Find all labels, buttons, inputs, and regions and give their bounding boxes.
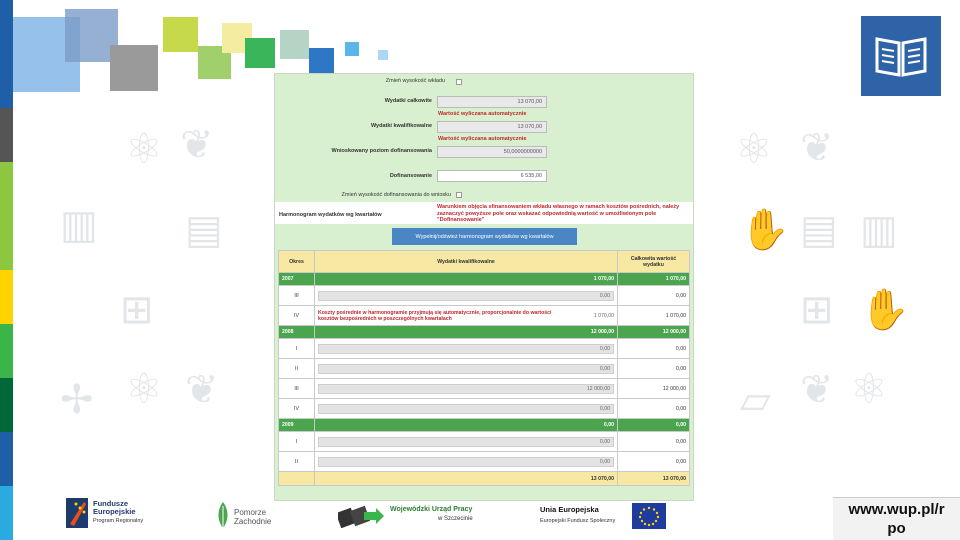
- quarter-row: [279, 339, 690, 359]
- amount-cell: 1 070,00: [315, 273, 618, 286]
- pomorze-zachodnie-logo: [213, 500, 283, 534]
- strip-segment: [0, 216, 13, 270]
- year-row: [279, 419, 690, 432]
- change-cofinancing-label: Zmień wysokość dofinansowania do wniosku: [341, 192, 451, 198]
- eu-flag-icon: [632, 503, 666, 529]
- year-row: [279, 273, 690, 286]
- hand-icon: ✋: [740, 207, 790, 253]
- wup-line2: w Szczecinie: [438, 516, 473, 522]
- open-book-icon: [861, 16, 941, 96]
- total-expenses-note: Wartość wyliczana automatycznie: [438, 111, 527, 117]
- total-cell: 0,00: [618, 286, 690, 306]
- period-cell: IV: [279, 306, 315, 326]
- pomorze-line1: Pomorze: [234, 508, 267, 517]
- strip-segment: [0, 270, 13, 324]
- deco-square: [163, 17, 198, 52]
- tram-icon: ▥: [860, 207, 898, 253]
- indirect-costs-note: Koszty pośrednie w harmonogramie przyjmują się automatycznie, proporcjonalnie do wartości kosztów bezpośrednich w poszczególnych kwartałach: [318, 309, 552, 322]
- quarter-row: [279, 286, 690, 306]
- amount-cell: [315, 359, 618, 379]
- deco-square: [345, 42, 359, 56]
- eligible-expenses-field[interactable]: 13 070,00: [437, 121, 547, 133]
- strip-segment: [0, 54, 13, 108]
- unia-europejska-logo: [540, 503, 680, 533]
- period-cell: 2008: [279, 326, 315, 339]
- wind-turbine-icon: ✢: [60, 377, 94, 423]
- year-row: [279, 326, 690, 339]
- deco-square: [110, 45, 158, 91]
- leaf-icon: ❦: [180, 122, 214, 168]
- period-cell: III: [279, 379, 315, 399]
- total-expenses-field[interactable]: 13 070,00: [437, 96, 547, 108]
- change-contribution-checkbox[interactable]: [456, 79, 462, 85]
- period-cell: I: [279, 432, 315, 452]
- total-cell: 1 070,00: [618, 306, 690, 326]
- header-eligible: Wydatki kwalifikowalne: [315, 251, 618, 273]
- total-cell: 0,00: [618, 399, 690, 419]
- eligible-expenses-note: Wartość wyliczana automatycznie: [438, 136, 527, 142]
- amount-input[interactable]: 0,00: [318, 404, 614, 414]
- wup-szczecin-logo: [338, 502, 488, 532]
- period-cell: I: [279, 339, 315, 359]
- header-period: Okres: [279, 251, 315, 273]
- amount-cell: [315, 339, 618, 359]
- header-total: Całkowita wartość wydatku: [618, 251, 690, 273]
- totals-period-cell: [279, 472, 315, 486]
- period-cell: IV: [279, 399, 315, 419]
- amount-cell: [315, 286, 618, 306]
- change-cofinancing-checkbox[interactable]: [456, 192, 462, 198]
- amount-input[interactable]: 12 000,00: [318, 384, 614, 394]
- change-contribution-label: Zmień wysokość wkładu: [385, 78, 445, 84]
- strip-segment: [0, 162, 13, 216]
- leaf-icon: ❦: [800, 367, 834, 413]
- fe-line3: Program Regionalny: [93, 518, 144, 524]
- hand-icon: ✋: [860, 287, 910, 333]
- total-cell: 0,00: [618, 359, 690, 379]
- amount-cell: [315, 452, 618, 472]
- schedule-note: Warunkiem objęcia sfinansowaniem wkładu własnego w ramach kosztów pośrednich, należy zaznaczyć powyższe pole oraz wskazać odpowiednią wartość w umożliwionym pole "Dofinansowanie": [437, 204, 680, 223]
- schedule-label: Harmonogram wydatków wg kwartałów: [279, 212, 382, 218]
- amount-input[interactable]: 0,00: [318, 364, 614, 374]
- totals-amount-cell: 13 070,00: [315, 472, 618, 486]
- url-line2: po: [887, 520, 906, 537]
- period-cell: 2009: [279, 419, 315, 432]
- atom-icon: ⚛: [125, 124, 163, 173]
- cofinancing-level-label: Wnioskowany poziom dofinansowania: [331, 148, 432, 154]
- amount-cell: [315, 379, 618, 399]
- fundusze-europejskie-logo: [66, 496, 166, 534]
- amount-value: 1 070,00: [593, 312, 614, 319]
- deco-square: [378, 50, 388, 60]
- left-color-strip: [0, 0, 13, 540]
- amount-cell: [315, 306, 618, 326]
- atom-icon: ⚛: [850, 364, 888, 413]
- application-screenshot: [274, 73, 694, 501]
- quarter-row: [279, 379, 690, 399]
- total-cell: 0,00: [618, 419, 690, 432]
- ue-line1: Unia Europejska: [540, 505, 599, 514]
- wup-line1: Wojewódzki Urząd Pracy: [390, 506, 473, 513]
- strip-segment: [0, 432, 13, 486]
- total-cell: 1 070,00: [618, 273, 690, 286]
- book-outline-icon: ▤: [800, 207, 838, 253]
- amount-cell: 12 000,00: [315, 326, 618, 339]
- period-cell: 2007: [279, 273, 315, 286]
- table-header-row: [279, 251, 690, 273]
- period-cell: II: [279, 359, 315, 379]
- strip-segment: [0, 378, 13, 432]
- strip-segment: [0, 0, 13, 54]
- quarter-row: [279, 399, 690, 419]
- eligible-expenses-label: Wydatki kwalifikowalne: [370, 123, 432, 129]
- strip-segment: [0, 324, 13, 378]
- period-cell: III: [279, 286, 315, 306]
- deco-square: [309, 48, 334, 73]
- quarter-row: [279, 359, 690, 379]
- amount-input[interactable]: 0,00: [318, 291, 614, 301]
- quarter-row: [279, 452, 690, 472]
- total-cell: 12 000,00: [618, 379, 690, 399]
- url-line1: www.wup.pl/r: [848, 501, 945, 518]
- leaf-icon: ❦: [185, 367, 219, 413]
- amount-input[interactable]: 0,00: [318, 457, 614, 467]
- cofinancing-label: Dofinansowanie: [389, 173, 432, 179]
- amount-cell: 0,00: [315, 419, 618, 432]
- total-cell: 0,00: [618, 452, 690, 472]
- cofinancing-field[interactable]: 6 535,00: [437, 170, 547, 182]
- pomorze-line2: Zachodnie: [234, 517, 272, 526]
- quarter-row: [279, 432, 690, 452]
- fill-schedule-button[interactable]: Wypełnij/odśwież harmonogram wydatków wg kwartałów: [392, 228, 577, 245]
- total-cell: 12 000,00: [618, 326, 690, 339]
- deco-square: [280, 30, 309, 59]
- strip-segment: [0, 486, 13, 540]
- fe-line2: Europejskie: [93, 507, 136, 516]
- total-expenses-label: Wydatki całkowite: [384, 98, 432, 104]
- total-cell: 0,00: [618, 339, 690, 359]
- amount-input[interactable]: 0,00: [318, 437, 614, 447]
- amount-input[interactable]: 0,00: [318, 344, 614, 354]
- strip-segment: [0, 108, 13, 162]
- total-cell: 0,00: [618, 432, 690, 452]
- quarterly-schedule-table: [278, 250, 690, 486]
- ue-line2: Europejski Fundusz Społeczny: [540, 518, 616, 524]
- atom-icon: ⚛: [125, 364, 163, 413]
- cofinancing-level-field[interactable]: 50,0000000000: [437, 146, 547, 158]
- deco-square: [245, 38, 275, 68]
- period-cell: II: [279, 452, 315, 472]
- fence-icon: ⊞: [120, 287, 154, 333]
- book-outline-icon: ▤: [185, 207, 223, 253]
- fe-line1: Fundusze: [93, 499, 128, 508]
- totals-total-cell: 13 070,00: [618, 472, 690, 486]
- fence-icon: ⊞: [800, 287, 834, 333]
- atom-icon: ⚛: [735, 124, 773, 173]
- website-url[interactable]: [833, 497, 960, 540]
- tram-icon: ▥: [60, 202, 98, 248]
- amount-cell: [315, 432, 618, 452]
- amount-cell: [315, 399, 618, 419]
- quarter-row: [279, 306, 690, 326]
- presentation-icon: ▱: [740, 377, 771, 423]
- totals-row: [279, 472, 690, 486]
- leaf-icon: ❦: [800, 125, 834, 171]
